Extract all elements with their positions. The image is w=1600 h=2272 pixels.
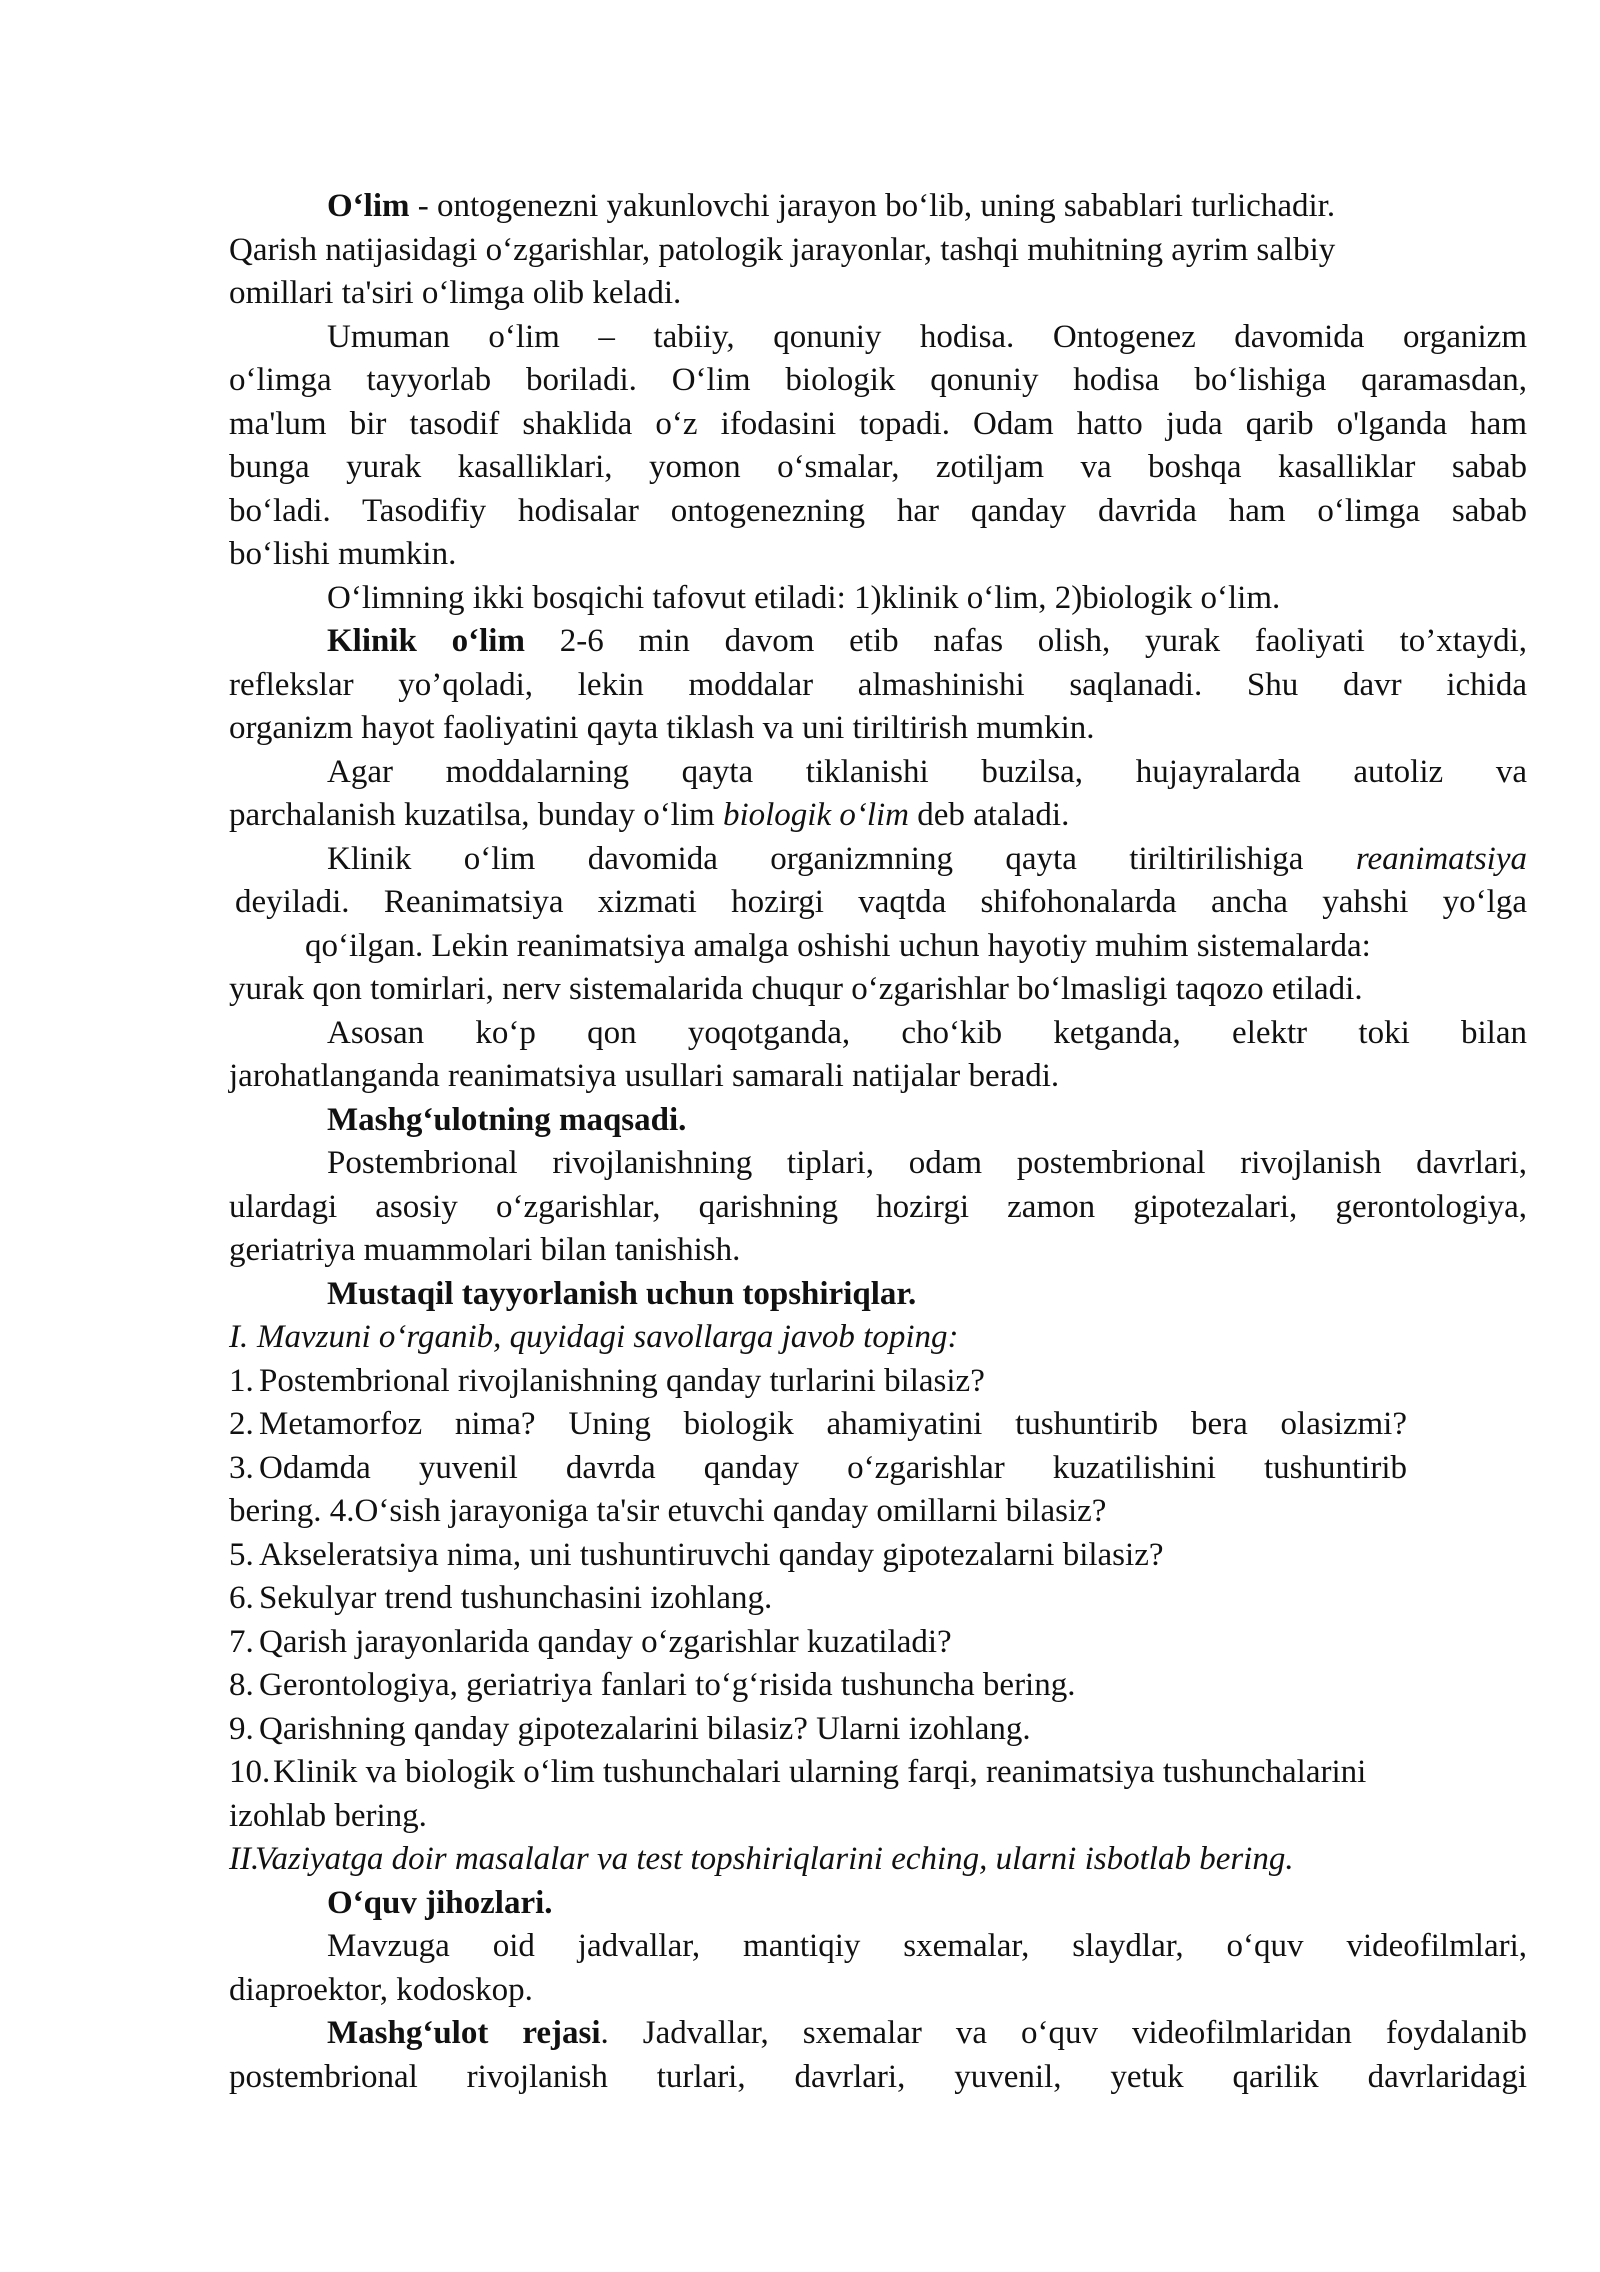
question-text: Qarish jarayonlarida qanday o‘zgarishlar kuzatiladi? — [259, 1623, 952, 1660]
task-text: Vaziyatga doir masalalar va test topshiriqlarini eching, ularni isbotlab bering. — [255, 1841, 1294, 1877]
text-line: bo‘ladi. Tasodifiy hodisalar ontogenezning har qanday davrida ham o‘limga sabab — [229, 492, 1527, 529]
text-line: o‘limga tayyorlab boriladi. O‘lim biologik qonuniy hodisa bo‘lishiga qaramasdan, — [229, 362, 1527, 398]
question-number: 10. — [229, 1754, 271, 1790]
question-item — [229, 1447, 1407, 1491]
task-text: Mavzuni o‘rganib, quyidagi savollarga javob toping: — [257, 1319, 959, 1355]
question-number: 8. — [229, 1667, 254, 1703]
text-line: Mavzuga oid jadvallar, mantiqiy sxemalar, slaydlar, o‘quv videofilmlari, — [327, 1928, 1527, 1964]
paragraph-clinical-death — [229, 620, 1527, 664]
text-line: organizm hayot faoliyatini qayta tiklash va uni tiriltirish mumkin. — [229, 710, 1095, 746]
question-text: Metamorfoz nima? Uning biologik ahamiyatini tushuntirib bera olasizmi? — [259, 1406, 1407, 1442]
task-number: I. — [229, 1319, 249, 1355]
text-line: Postembrional rivojlanishning tiplari, odam postembrional rivojlanish davrlari, — [327, 1145, 1527, 1181]
term-clinical-death: Klinik o‘lim — [327, 623, 525, 659]
text-line: . Jadvallar, sxemalar va o‘quv videofilmlaridan foydalanib — [600, 2015, 1527, 2051]
heading-lesson-goal: Mashg‘ulotning maqsadi. — [327, 1101, 687, 1138]
question-number: 2. — [229, 1406, 254, 1442]
paragraph-reanimation — [229, 838, 1527, 882]
text-line: bunga yurak kasalliklari, yomon o‘smalar, zotiljam va boshqa kasalliklar sabab — [229, 449, 1527, 485]
text-line: Agar moddalarning qayta tiklanishi buzilsa, hujayralarda autoliz va — [327, 753, 1527, 790]
question-number: 5. — [229, 1536, 254, 1573]
question-number: 6. — [229, 1580, 254, 1616]
term-reanimation: reanimatsiya — [1355, 840, 1527, 877]
question-item — [229, 1751, 1527, 1795]
text-line: jarohatlanganda reanimatsiya usullari samarali natijalar beradi. — [229, 1058, 1060, 1094]
task-number: II. — [229, 1841, 260, 1877]
term-death: O‘lim — [327, 188, 410, 224]
text-line: omillari ta'siri o‘limga olib keladi. — [229, 275, 682, 311]
question-item — [229, 1621, 1527, 1665]
question-item — [229, 1577, 1527, 1621]
text-line: ma'lum bir tasodif shaklida o‘z ifodasini topadi. Odam hatto juda qarib o'lganda ham — [229, 405, 1527, 442]
text-line: - ontogenezni yakunlovchi jarayon bo‘lib, uning sabablari turlichadir. — [409, 188, 1336, 224]
task-one — [229, 1316, 1527, 1360]
question-number: 3. — [229, 1449, 254, 1486]
question-item: izohlab bering. — [229, 1797, 427, 1834]
heading-independent-tasks: Mustaqil tayyorlanish uchun topshiriqlar. — [327, 1275, 917, 1312]
question-number: 9. — [229, 1710, 254, 1747]
paragraph-biological-death — [229, 794, 1527, 838]
text-line: ulardagi asosiy o‘zgarishlar, qarishning hozirgi zamon gipotezalari, gerontologiya, — [229, 1188, 1527, 1225]
document-body — [229, 185, 1527, 2099]
question-text: Odamda yuvenil davrda qanday o‘zgarishlar kuzatilishini tushuntirib — [259, 1449, 1407, 1486]
paragraph-lesson-plan — [229, 2012, 1527, 2056]
term-lesson-plan: Mashg‘ulot rejasi — [327, 2015, 601, 2051]
question-text: Akseleratsiya nima, uni tushuntiruvchi qanday gipotezalarni bilasiz? — [259, 1536, 1164, 1573]
text-line: Asosan ko‘p qon yoqotganda, cho‘kib ketganda, elektr toki bilan — [327, 1014, 1527, 1051]
text-line: diaproektor, kodoskop. — [229, 1971, 533, 2008]
task-two — [229, 1838, 1527, 1882]
text-line: Umuman o‘lim – tabiiy, qonuniy hodisa. Ontogenez davomida organizm — [327, 318, 1527, 355]
text-line: Klinik o‘lim davomida organizmning qayta tiriltirilishiga — [327, 840, 1356, 877]
text-line: Qarish natijasidagi o‘zgarishlar, patologik jarayonlar, tashqi muhitning ayrim salbiy — [229, 231, 1336, 268]
text-line: postembrional rivojlanish turlari, davrlari, yuvenil, yetuk qarilik davrlaridagi — [229, 2058, 1527, 2095]
text-line: geriatriya muammolari bilan tanishish. — [229, 1232, 741, 1268]
text-line: qo‘ilgan. Lekin reanimatsiya amalga oshishi uchun hayotiy muhim sistemalarda: — [305, 927, 1371, 964]
question-item — [229, 1403, 1407, 1447]
text-line: O‘limning ikki bosqichi tafovut etiladi: 1)klinik o‘lim, 2)biologik o‘lim. — [327, 579, 1281, 616]
question-text: Qarishning qanday gipotezalarini bilasiz? Ularni izohlang. — [259, 1710, 1031, 1747]
text-line: deyiladi. Reanimatsiya xizmati hozirgi vaqtda shifohonalarda ancha yahshi yo‘lga — [235, 884, 1527, 920]
text-line: deb ataladi. — [909, 797, 1070, 833]
question-item: bering. 4.O‘sish jarayoniga ta'sir etuvchi qanday omillarni bilasiz? — [229, 1493, 1107, 1529]
question-item — [229, 1534, 1527, 1578]
question-item — [229, 1664, 1527, 1708]
question-number: 1. — [229, 1362, 254, 1399]
question-text: Sekulyar trend tushunchasini izohlang. — [259, 1580, 773, 1616]
term-biological-death: biologik o‘lim — [722, 797, 909, 833]
heading-equipment: O‘quv jihozlari. — [327, 1884, 553, 1921]
question-item — [229, 1360, 1527, 1404]
question-text: Postembrional rivojlanishning qanday turlarini bilasiz? — [259, 1362, 985, 1399]
question-text: Klinik va biologik o‘lim tushunchalari ularning farqi, reanimatsiya tushunchalarini — [273, 1754, 1367, 1790]
question-text: Gerontologiya, geriatriya fanlari to‘g‘risida tushuncha bering. — [259, 1667, 1076, 1703]
text-line: bo‘lishi mumkin. — [229, 536, 457, 572]
text-line: yurak qon tomirlari, nerv sistemalarida chuqur o‘zgarishlar bo‘lmasligi taqozo etiladi. — [229, 971, 1363, 1007]
paragraph-death-definition — [229, 185, 1527, 229]
text-line: parchalanish kuzatilsa, bunday o‘lim — [229, 797, 723, 833]
question-number: 7. — [229, 1623, 254, 1660]
text-line: reflekslar yo’qoladi, lekin moddalar almashinishi saqlanadi. Shu davr ichida — [229, 666, 1527, 703]
question-item — [229, 1708, 1527, 1752]
text-line: 2-6 min davom etib nafas olish, yurak faoliyati to’xtaydi, — [524, 623, 1527, 659]
